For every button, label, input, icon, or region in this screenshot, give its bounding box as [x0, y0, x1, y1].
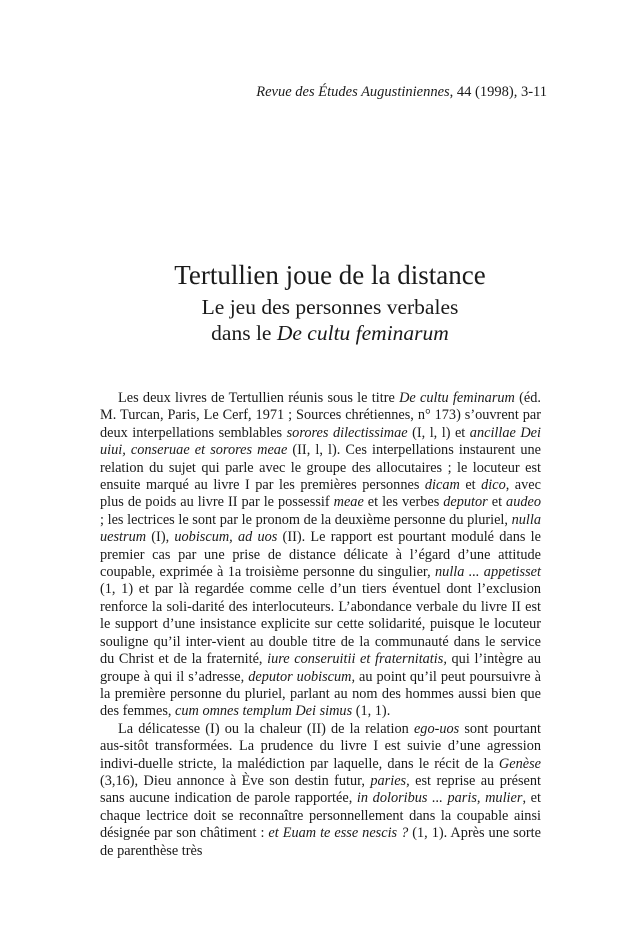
title-block	[150, 258, 510, 346]
article-subtitle-line-1: Le jeu des personnes verbales	[201, 295, 459, 319]
article-subtitle-line-2	[150, 320, 510, 346]
text-run: et	[459, 477, 482, 494]
italic-run: iure conseruitii et fraternitatis,	[267, 651, 447, 668]
text-run: (éd. M. Turcan, Paris, Le Cerf, 1971 ; Sources chrétiennes, n° 173) s’ouvrent par deux interpellations semblables	[100, 390, 541, 441]
paragraph-2	[100, 721, 541, 860]
text-run: , avec plus de poids au livre II par le possessif	[100, 477, 541, 511]
subtitle-work-title: De cultu feminarum	[276, 321, 449, 345]
italic-run: dico	[481, 477, 506, 494]
paragraph-1	[100, 390, 541, 721]
text-run: sont pourtant aus-sitôt transformées. La prudence du livre I est suivie d’une agression indivi-duelle stricte, la malédiction par laquelle, dans le récit de la	[100, 720, 541, 772]
journal-citation: , 44 (1998), 3-11	[449, 84, 547, 100]
text-run: (1, 1). Après une sorte de parenthèse très	[100, 825, 541, 859]
italic-run: deputor uobiscum,	[248, 668, 356, 685]
italic-run: in doloribus ... paris, mulier	[356, 790, 523, 807]
text-run: (II, l, l). Ces interpellations instaurent une relation du sujet qui parle avec le groupe des allocutaires ; le locuteur est ensuite marqué au livre I par les premières personnes	[100, 442, 541, 494]
text-run: (I, l, l) et	[407, 424, 470, 441]
text-run: Les deux livres de Tertullien réunis sous le titre	[118, 390, 400, 406]
text-run: et	[487, 494, 507, 511]
italic-run: audeo	[506, 494, 541, 511]
italic-run: Genèse	[498, 755, 541, 772]
text-run: (II). Le rapport est pourtant modulé dans le premier cas par une prise de distance délicate à l’égard d’une attitude coupable, exprimée à 1a troisième personne du singulier,	[100, 529, 541, 581]
italic-run: nulla uestrum	[100, 511, 541, 546]
subtitle-prefix: dans le	[211, 321, 277, 345]
text-run: est reprise au présent sans aucune indication de parole rapportée,	[100, 772, 541, 807]
text-run: , et chaque lectrice doit se reconnaître personnellement dans la coupable ainsi désignée par son châtiment :	[100, 790, 541, 842]
running-head	[256, 84, 547, 101]
body-text	[100, 390, 541, 860]
italic-run: dicam	[424, 477, 460, 494]
italic-run: et Euam te esse nescis ?	[268, 825, 409, 842]
text-run: ; les lectrices le sont par le pronom de la deuxième personne du pluriel,	[100, 511, 512, 528]
text-run: (I),	[146, 529, 175, 546]
italic-run: deputor	[443, 494, 488, 511]
italic-run: De cultu feminarum	[399, 390, 515, 406]
text-run: au point qu’il peut poursuivre à la première personne du pluriel, parlant au nom des hommes aussi bien que des femmes,	[100, 668, 541, 720]
italic-run: paries,	[370, 772, 410, 789]
italic-run: ancillae Dei uiui, conseruae et sorores meae	[100, 424, 541, 459]
text-run: qui l’intègre au groupe à qui il s’adresse,	[100, 651, 541, 685]
italic-run: uobiscum, ad uos	[174, 529, 278, 546]
italic-run: meae	[333, 494, 364, 511]
journal-title: Revue des Études Augustiniennes	[256, 84, 450, 100]
italic-run: cum omnes templum Dei simus	[175, 703, 353, 720]
italic-run: nulla ... appetisset	[435, 564, 541, 581]
italic-run: sorores dilectissimae	[286, 424, 408, 441]
article-title: Tertullien joue de la distance	[174, 260, 486, 290]
italic-run: ego-uos	[413, 720, 460, 737]
text-run: (1, 1) et par là regardée comme celle d’un tiers éventuel dont l’exclusion renforce la soli-darité des interlocuteurs. L’abondance verbale du livre II est le support d’une insistance explicite sur cette solidarité, puisque le locuteur souligne qu’il inter-vient au double titre de la communauté dans le service du Christ et de la fraternité,	[100, 581, 541, 668]
text-run: (1, 1).	[352, 703, 391, 720]
text-run: et les verbes	[363, 494, 444, 511]
text-run: (3,16), Dieu annonce à Ève son destin futur,	[100, 772, 371, 789]
text-run: La délicatesse (I) ou la chaleur (II) de la relation	[118, 720, 414, 737]
